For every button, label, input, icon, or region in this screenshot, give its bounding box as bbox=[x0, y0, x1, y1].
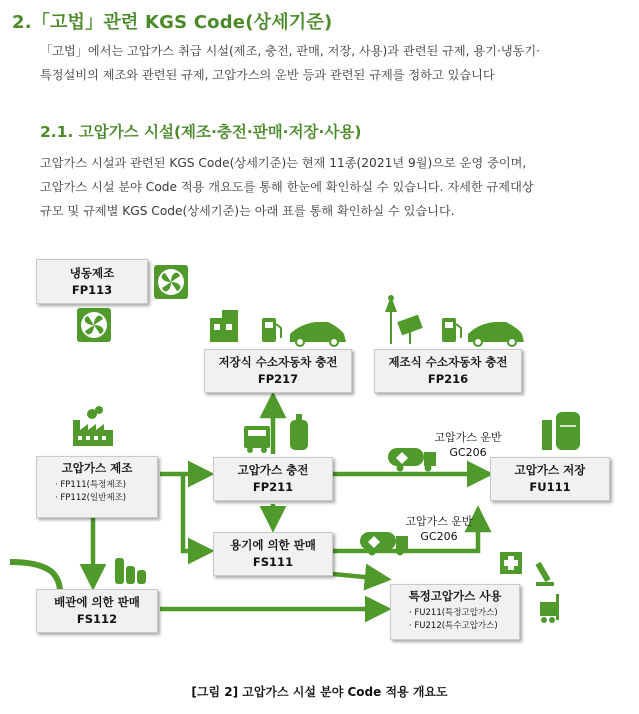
special-use-sub-2: · FU212(특수고압가스) bbox=[409, 621, 498, 631]
cylinder-sale-title: 용기에 의한 판매 bbox=[230, 538, 316, 552]
body-line-1: 고압가스 시설과 관련된 KGS Code(상세기준)는 현재 11종(2021년 9월)으로 운영 중이며, bbox=[40, 156, 527, 170]
box-manufacture bbox=[36, 456, 158, 518]
special-use-title: 특정고압가스 사용 bbox=[408, 589, 502, 603]
arrow-manufacture-to-cylinder-sale bbox=[183, 474, 208, 551]
storage-tank-icon bbox=[542, 412, 580, 450]
manufacture-sub-1: · FP111(특정제조) bbox=[55, 480, 127, 490]
refrig-code: FP113 bbox=[71, 283, 113, 297]
car-icon bbox=[290, 322, 346, 346]
section-heading: 2.「고법」관련 KGS Code(상세기준) bbox=[12, 12, 333, 33]
fan-icon bbox=[77, 308, 111, 342]
box-storage bbox=[490, 457, 610, 501]
charging-title: 고압가스 충전 bbox=[237, 463, 309, 477]
box-storage-charge bbox=[204, 349, 352, 393]
transport2-code: GC206 bbox=[420, 530, 458, 543]
gas-tank-icon bbox=[290, 414, 308, 450]
intro-line-2: 특정설비의 제조와 관련된 규제, 고압가스의 운반 등과 관련된 규제를 정하고 있습니다 bbox=[40, 68, 495, 82]
solar-wind-icon bbox=[385, 295, 423, 344]
cylinders-icon bbox=[115, 558, 146, 584]
making-charge-title: 제조식 수소자동차 충전 bbox=[388, 355, 508, 369]
figure-caption: [그림 2] 고압가스 시설 분야 Code 적용 개요도 bbox=[191, 685, 448, 699]
forklift-icon bbox=[540, 594, 559, 623]
intro-line-1: 「고법」에서는 고압가스 취급 시설(제조, 충전, 판매, 저장, 사용)과 관련된 규제, 용기·냉동기· bbox=[40, 44, 541, 58]
hospital-icon bbox=[500, 552, 522, 574]
box-cylinder-sale bbox=[213, 532, 333, 576]
transport2-title: 고압가스 운반 bbox=[405, 515, 473, 528]
car-icon bbox=[468, 322, 524, 346]
pipe-sale-title: 배관에 의한 판매 bbox=[54, 595, 140, 609]
charging-code: FP211 bbox=[252, 480, 294, 494]
transport-label-1 bbox=[418, 430, 518, 460]
refrig-title: 냉동제조 bbox=[69, 266, 115, 280]
arrow-cylinder-sale-to-special-use bbox=[333, 574, 385, 579]
storage-facility-icon bbox=[210, 310, 238, 342]
special-use-sub-1: · FU211(특정고압가스) bbox=[409, 608, 498, 618]
storage-charge-title: 저장식 수소자동차 충전 bbox=[218, 355, 338, 369]
storage-code: FU111 bbox=[529, 480, 571, 494]
body-line-3: 규모 및 규제별 KGS Code(상세기준)는 아래 표를 통해 확인하실 수 있습니다. bbox=[40, 204, 455, 218]
pipeline bbox=[10, 562, 60, 592]
fuel-pump-icon bbox=[442, 318, 461, 342]
cylinder-sale-code: FS111 bbox=[252, 555, 294, 569]
transport-label-2 bbox=[389, 514, 489, 544]
microscope-icon bbox=[535, 562, 554, 586]
box-making-charge bbox=[374, 349, 522, 393]
storage-charge-code: FP217 bbox=[257, 372, 299, 386]
body-line-2: 고압가스 시설 분야 Code 적용 개요도를 통해 한눈에 확인하실 수 있습니다. 자세한 규제대상 bbox=[40, 180, 534, 194]
box-special-use bbox=[390, 584, 520, 640]
factory-icon bbox=[73, 406, 113, 446]
tank-truck-icon bbox=[244, 426, 270, 453]
fuel-pump-icon bbox=[262, 318, 281, 342]
box-charging bbox=[213, 457, 333, 501]
transport1-title: 고압가스 운반 bbox=[434, 431, 502, 444]
subsection-heading: 2.1. 고압가스 시설(제조·충전·판매·저장·사용) bbox=[40, 123, 362, 141]
pipe-sale-code: FS112 bbox=[76, 612, 118, 626]
manufacture-title: 고압가스 제조 bbox=[61, 461, 133, 475]
making-charge-code: FP216 bbox=[427, 372, 469, 386]
storage-title: 고압가스 저장 bbox=[514, 463, 586, 477]
transport1-code: GC206 bbox=[449, 446, 487, 459]
fan-icon bbox=[154, 265, 188, 299]
box-pipe-sale bbox=[36, 589, 158, 633]
manufacture-sub-2: · FP112(일반제조) bbox=[55, 493, 127, 503]
box-refrigeration bbox=[36, 259, 148, 304]
